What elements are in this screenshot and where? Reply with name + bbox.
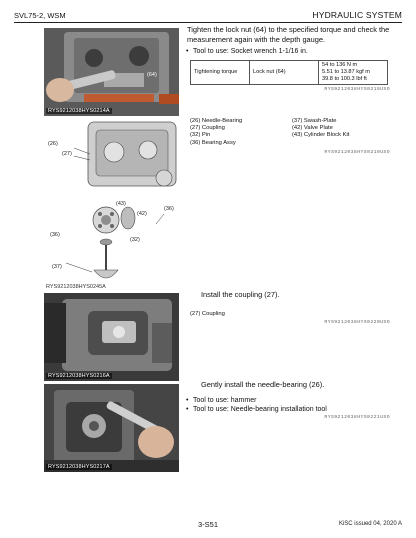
parts-code: RYS9212038HYS0219USO — [324, 150, 390, 155]
step2-legend: (27) Coupling — [190, 311, 225, 317]
label-36-right: (36) — [164, 206, 174, 212]
legend-item: (43) Cylinder Block Kit — [292, 132, 350, 139]
label-32: (32) — [130, 237, 140, 243]
torque-value-lbfft: 39.8 to 100.3 lbf ft — [322, 76, 367, 82]
parts-legend-right — [292, 118, 349, 140]
issue-info: KiSC issued 04, 2020 A — [338, 521, 402, 527]
photo-caption: RYS9212038HYS0216A — [48, 373, 110, 379]
label-37: (37) — [52, 264, 62, 270]
step3-code: RYS9212038HYS0221USO — [324, 415, 390, 420]
exploded-diagram — [44, 120, 179, 290]
photo-coupling-image — [44, 293, 179, 381]
section-title: HYDRAULIC SYSTEM — [312, 10, 402, 20]
step2-instruction: Install the coupling (27). — [201, 290, 280, 299]
step1-code: RYS9212038HYS0219USO — [324, 87, 390, 92]
photo-needle-bearing-image — [44, 384, 179, 472]
page-number: 3-S51 — [197, 520, 218, 529]
legend-item: (26) Needle-Bearing — [190, 118, 243, 124]
torque-table — [190, 60, 388, 85]
manual-model: SVL75-2, WSM — [14, 11, 66, 20]
label-27: (27) — [62, 151, 72, 157]
header-rule — [14, 22, 402, 23]
photo-lock-nut-image — [44, 28, 179, 116]
torque-item: Lock nut (64) — [250, 61, 319, 85]
torque-label: Tightening torque — [191, 61, 250, 85]
step3-tool-1: • Tool to use: hammer — [193, 396, 256, 405]
diagram-caption: RYS9212038HYS0245A — [46, 284, 106, 290]
torque-values — [319, 61, 388, 85]
photo-caption: RYS9212038HYS0214A — [48, 108, 110, 114]
label-43: (43) — [116, 201, 126, 207]
torque-value-kgfm: 5.51 to 13.87 kgf m — [322, 69, 370, 75]
label-26: (26) — [48, 141, 58, 147]
step2-code: RYS9212038HYS0220USO — [324, 320, 390, 325]
torque-value-nm: 54 to 136 N m — [322, 62, 358, 68]
legend-item: (27) Coupling — [190, 125, 225, 132]
legend-item: (37) Swash-Plate — [292, 118, 337, 124]
photo-needle-bearing — [44, 384, 179, 472]
legend-item: (42) Valve Plate — [292, 125, 333, 132]
label-42: (42) — [137, 211, 147, 217]
legend-item: (32) Pin — [190, 132, 211, 139]
label-36-left: (36) — [50, 232, 60, 238]
step1-instruction: Tighten the lock nut (64) to the specified torque and check the measurement again with the depth gauge. — [187, 25, 390, 44]
callout-64: (64) — [147, 72, 157, 78]
step3-tool-2: • Tool to use: Needle-bearing installation tool — [193, 405, 327, 414]
photo-caption: RYS9212038HYS0217A — [48, 464, 110, 470]
parts-legend-left — [190, 118, 242, 147]
step3-instruction: Gently install the needle-bearing (26). — [201, 380, 325, 389]
photo-lock-nut — [44, 28, 179, 116]
exploded-diagram-image — [44, 120, 179, 290]
legend-item: (36) Bearing Assy — [190, 139, 236, 146]
step1-tool: • Tool to use: Socket wrench 1-1/16 in. — [193, 47, 308, 56]
photo-coupling — [44, 293, 179, 381]
